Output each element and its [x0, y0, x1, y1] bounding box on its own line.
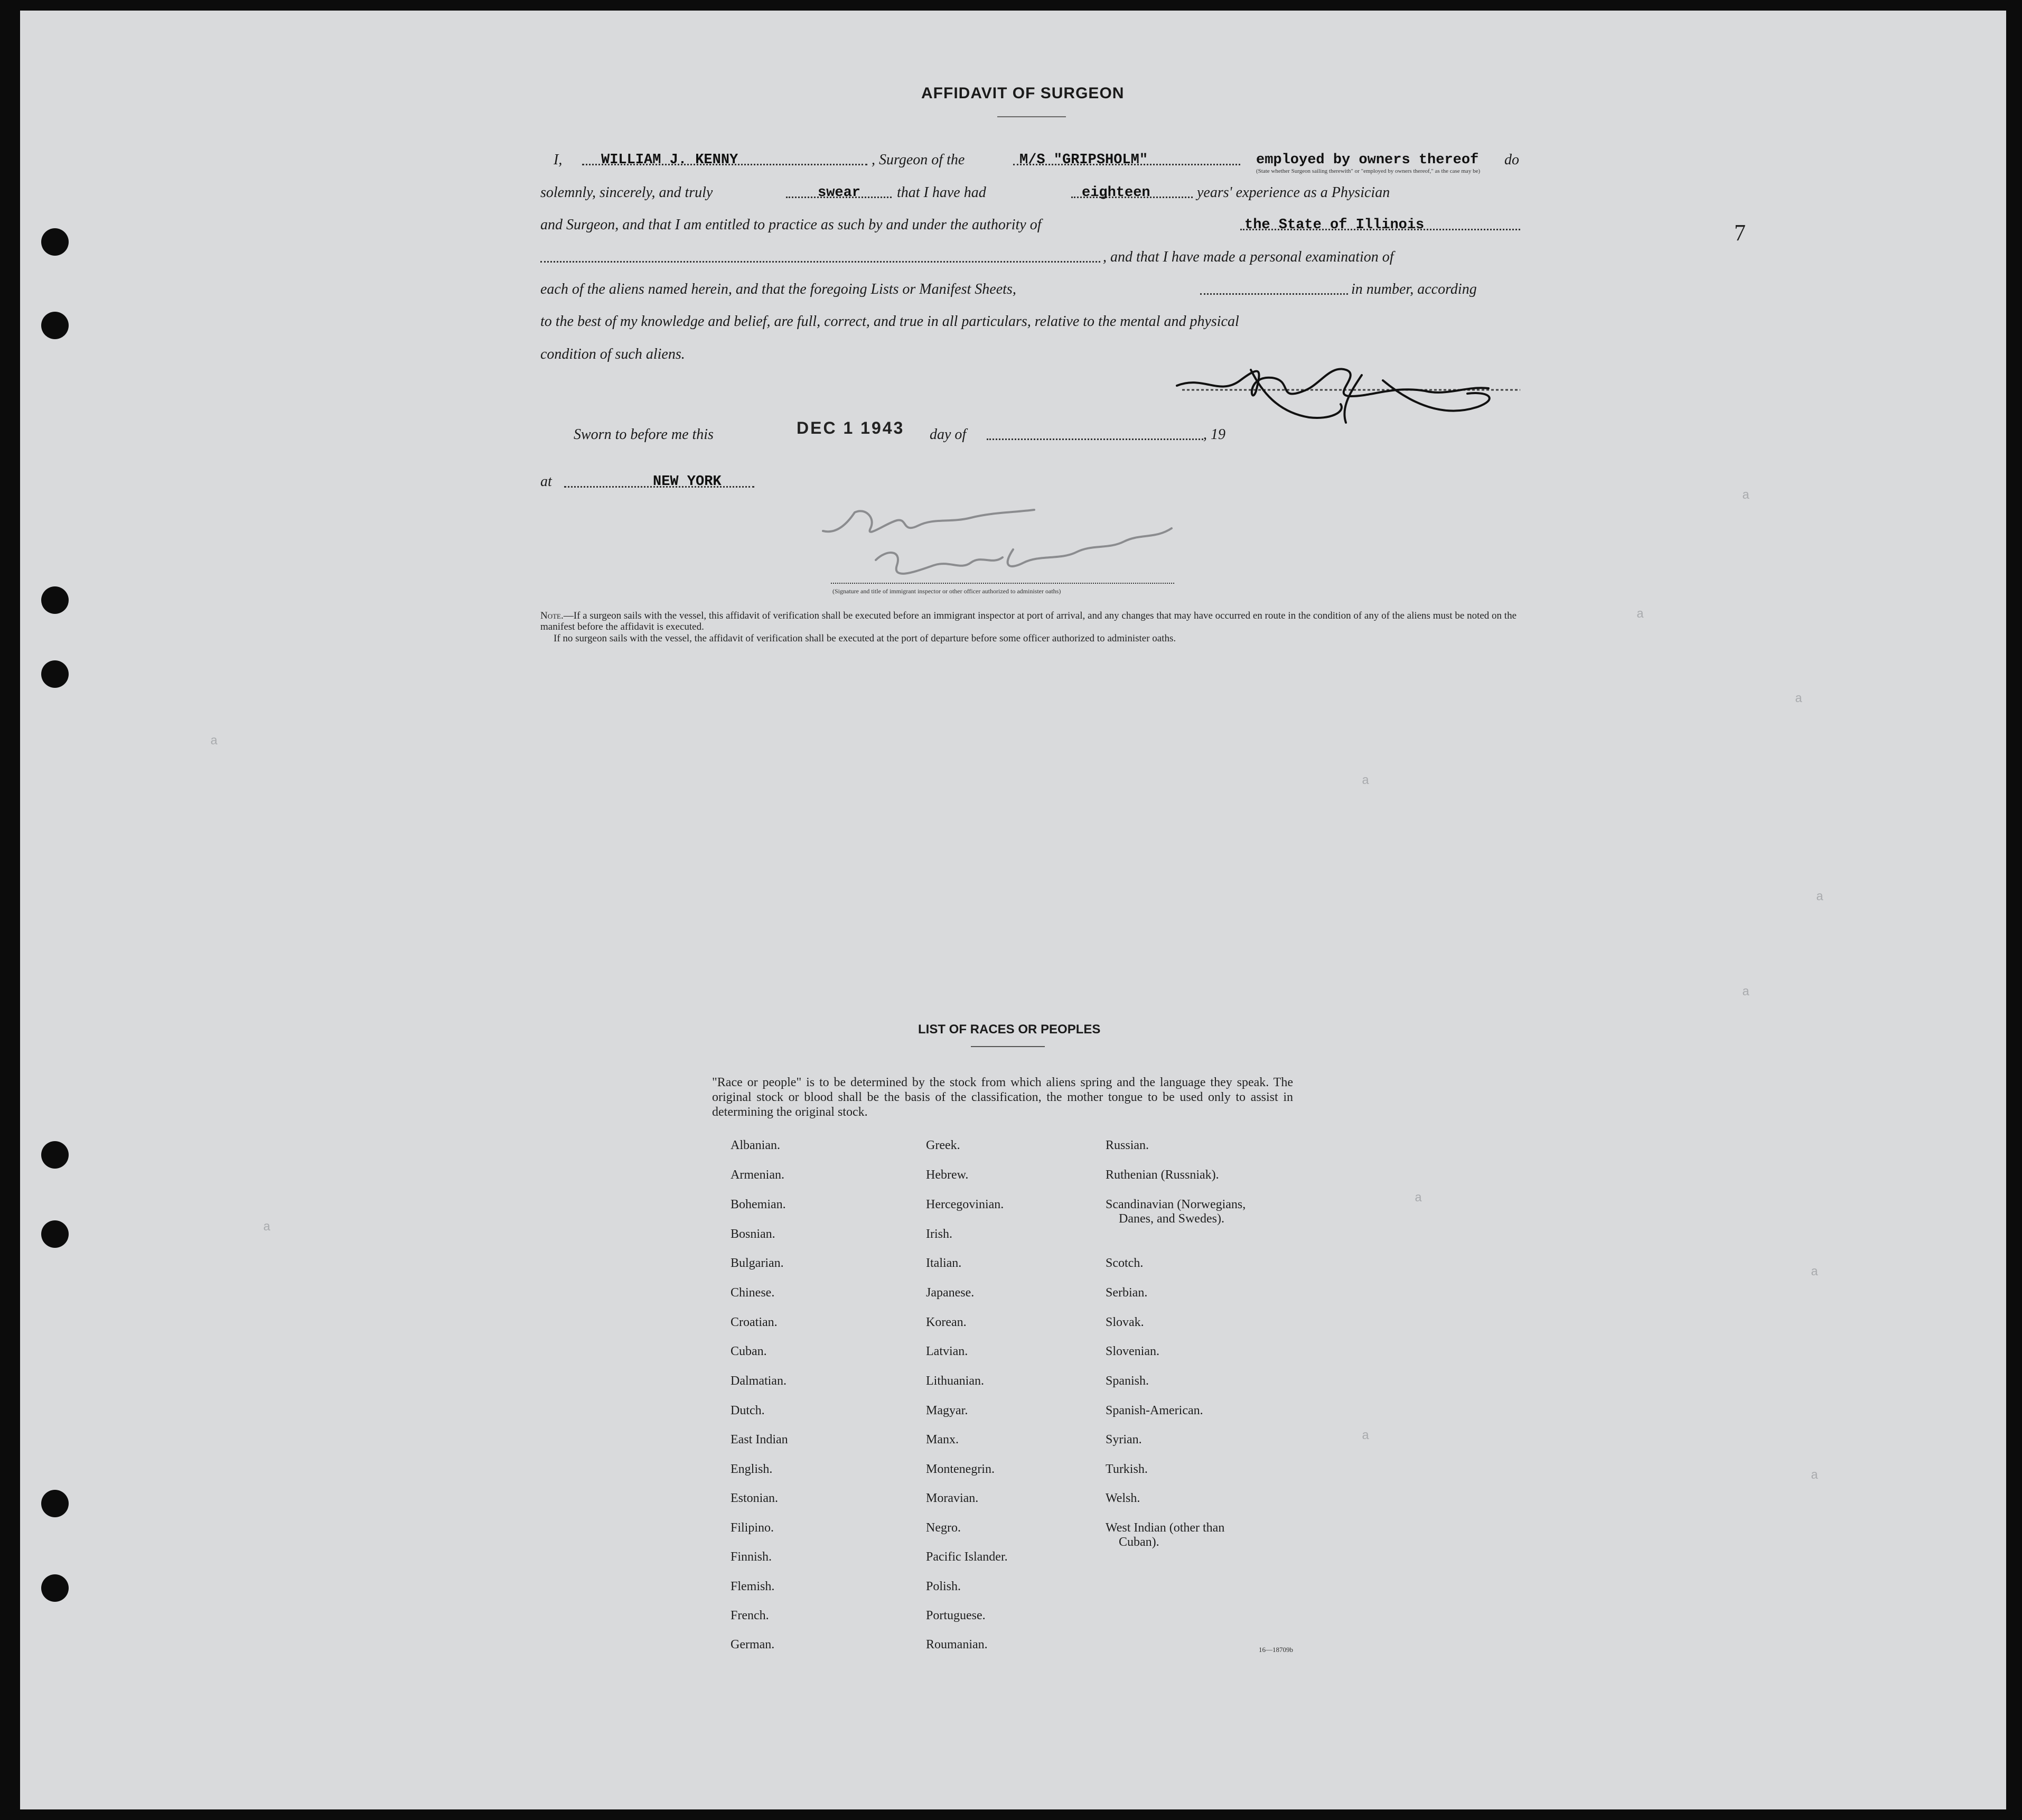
races-heading-rule	[971, 1046, 1045, 1047]
race-item: Finnish.	[731, 1550, 772, 1564]
race-item: Polish.	[926, 1580, 961, 1593]
page-number: 7	[1734, 220, 1746, 246]
race-item: Welsh.	[1106, 1491, 1140, 1505]
note-line-1: —If a surgeon sails with the vessel, this affidavit of verification shall be executed before an immigrant inspector at port of arrival, and any changes that may have occurred en route in the condition of any of the aliens must be noted on the manifest before the affidavit is executed.	[540, 610, 1517, 632]
race-item: Estonian.	[731, 1491, 778, 1505]
employer-value: employed by owners thereof	[1256, 152, 1479, 168]
line3-prefix: and Surgeon, and that I am entitled to practice as such by and under the authority of	[540, 217, 1042, 233]
line1-mid: , Surgeon of the	[872, 152, 965, 168]
race-item: German.	[731, 1638, 775, 1651]
punch-hole	[41, 228, 69, 256]
sworn-year-prefix: , 19	[1203, 426, 1225, 443]
race-item: Slovak.	[1106, 1315, 1144, 1329]
race-item: Moravian.	[926, 1491, 979, 1505]
punch-hole	[41, 1220, 69, 1248]
document-sheet: a a a a a a a a a a a a AFFIDAVIT OF SURGEON I, WILLIAM J. KENNY , Surgeon of the M/S "GRIPSHOLM" employed by owners thereof (State whether Surgeon sailing therewith" or "employed by owners thereof," as the case may be) do solemnly, sincerely, and truly swear that I have had eighteen years' experience as a Physician and Surgeon, and that I am entitled to practice as such by and under the authority of the State of Illinois , and that I have made a personal examination of each of the aliens named herein, and that the foregoing Lists or Manifest Sheets, in number, according to the best of my knowledge and belief, are full, correct, and true in all particulars, relative to the mental and physical condition of such aliens. Sworn to before me this DEC 1 1943 day of , 19 at NEW YORK (Signature and title of immigrant inspector or other officer authorized to administer oaths) Note.—If a surgeon sails with the vessel, this affidavit of verification shall be executed before an immigrant inspector at port of arrival, and any changes that may have occurred en route in the condition of any of the aliens must be noted on the manifest before the affidavit is executed. If no surgeon sails with the vessel, the affidavit of verification shall be executed at the port of departure before some officer authorized to administer oaths. LIST OF RACES OR PEOPLES "Race or people" is to be determined by the stock from which aliens spring and the language they speak. The original stock or blood shall be the basis of the classification, the mother tongue to be used only to assist in determining the original stock. Albanian. Armenian. Bohemian. Bosnian. Bulgarian. Chinese. Croatian. Cuban. Dalmatian. Dutch. East Indian English. Estonian. Filipino. Finnish. Flemish. French. German. Greek. Hebrew. Hercegovinian. Irish. Italian. Japanese. Korean. Latvian. Lithuanian. Magyar. Manx. Montenegrin. Moravian. Negro. Pacific Islander. Polish. Portuguese. Roumanian. Russian. Ruthenian (Russniak). Scandinavian (Norwegians, Danes, and Swedes). Scotch. Serbian. Slovak. Slovenian. Spanish. Spanish-American. Syrian. Turkish. Welsh. West Indian (other than Cuban). 16—18709b 7	[20, 11, 2006, 1809]
line2-mid: that I have had	[897, 184, 986, 201]
surgeon-name-value: WILLIAM J. KENNY	[601, 152, 738, 168]
race-item: Cuban.	[731, 1345, 767, 1358]
race-item: Filipino.	[731, 1521, 774, 1535]
race-item: English.	[731, 1462, 773, 1476]
punch-hole	[41, 660, 69, 688]
inspector-signature-line	[831, 583, 1174, 584]
sworn-prefix: Sworn to before me this	[574, 426, 714, 443]
punch-hole	[41, 1490, 69, 1517]
line1-end: do	[1504, 152, 1519, 168]
line4-end: , and that I have made a personal examination of	[1103, 249, 1394, 265]
vessel-value: M/S "GRIPSHOLM"	[1019, 152, 1148, 168]
race-item: Korean.	[926, 1315, 967, 1329]
race-item: West Indian (other than	[1106, 1521, 1225, 1535]
race-item: Dutch.	[731, 1404, 765, 1417]
race-item: Slovenian.	[1106, 1345, 1159, 1358]
race-item: Serbian.	[1106, 1286, 1148, 1300]
years-value: eighteen	[1082, 185, 1150, 201]
punch-hole	[41, 312, 69, 339]
line7-text: condition of such aliens.	[540, 346, 685, 362]
races-intro: "Race or people" is to be determined by the stock from which aliens spring and the language they speak. The original stock or blood shall be the basis of the classification, the mother tongue to be used only to assist in determining the original stock.	[712, 1076, 1293, 1119]
employer-hint: (State whether Surgeon sailing therewith" or "employed by owners thereof," as the case may be)	[1256, 168, 1481, 174]
race-item: Hercegovinian.	[926, 1198, 1004, 1211]
line2-end: years' experience as a Physician	[1197, 184, 1390, 201]
race-item: Roumanian.	[926, 1638, 988, 1651]
sworn-mid: day of	[930, 426, 967, 443]
race-item: Bosnian.	[731, 1227, 775, 1241]
note-paragraph-1	[540, 610, 1523, 632]
race-item: East Indian	[731, 1433, 788, 1446]
race-item: Russian.	[1106, 1138, 1149, 1152]
race-item: Armenian.	[731, 1168, 784, 1182]
race-item: Croatian.	[731, 1315, 778, 1329]
punch-hole	[41, 586, 69, 614]
race-item: Chinese.	[731, 1286, 775, 1300]
race-item: Negro.	[926, 1521, 961, 1535]
line2-prefix: solemnly, sincerely, and truly	[540, 184, 713, 201]
sheet-count-field	[1200, 293, 1348, 295]
inspector-signature	[812, 491, 1193, 597]
punch-hole	[41, 1141, 69, 1169]
race-item: Turkish.	[1106, 1462, 1148, 1476]
race-item: Montenegrin.	[926, 1462, 995, 1476]
race-item: Spanish.	[1106, 1374, 1149, 1388]
race-item: Greek.	[926, 1138, 960, 1152]
race-item: Cuban).	[1119, 1535, 1159, 1549]
at-prefix: at	[540, 473, 552, 490]
race-item: Syrian.	[1106, 1433, 1142, 1446]
race-item: Scotch.	[1106, 1256, 1144, 1270]
race-item: Manx.	[926, 1433, 959, 1446]
race-item: Magyar.	[926, 1404, 968, 1417]
races-heading: LIST OF RACES OR PEOPLES	[918, 1022, 1101, 1037]
race-item: Bulgarian.	[731, 1256, 784, 1270]
surgeon-signature	[1172, 354, 1541, 444]
line6-text: to the best of my knowledge and belief, are full, correct, and true in all particulars, relative to the mental and physical	[540, 313, 1239, 330]
line4-blank-field	[540, 261, 1100, 263]
race-item: Portuguese.	[926, 1609, 986, 1622]
place-value: NEW YORK	[653, 474, 722, 490]
race-item: Hebrew.	[926, 1168, 969, 1182]
line1-prefix: I,	[554, 152, 563, 168]
sworn-month-field	[987, 438, 1203, 440]
race-item: Pacific Islander.	[926, 1550, 1008, 1564]
note-paragraph-2: If no surgeon sails with the vessel, the affidavit of verification shall be executed at the port of departure before some officer authorized to administer oaths.	[554, 633, 1176, 644]
authority-value: the State of Illinois	[1244, 217, 1425, 233]
line5-prefix: each of the aliens named herein, and that the foregoing Lists or Manifest Sheets,	[540, 281, 1016, 297]
race-item: French.	[731, 1609, 769, 1622]
punch-hole	[41, 1574, 69, 1602]
race-item: Danes, and Swedes).	[1119, 1212, 1224, 1226]
race-item: Lithuanian.	[926, 1374, 984, 1388]
race-item: Flemish.	[731, 1580, 775, 1593]
race-item: Albanian.	[731, 1138, 780, 1152]
note-label: Note.	[540, 610, 564, 621]
race-item: Italian.	[926, 1256, 962, 1270]
race-item: Irish.	[926, 1227, 952, 1241]
line5-end: in number, according	[1351, 281, 1477, 297]
race-item: Dalmatian.	[731, 1374, 787, 1388]
race-item: Scandinavian (Norwegians,	[1106, 1198, 1246, 1211]
form-title: AFFIDAVIT OF SURGEON	[921, 85, 1125, 102]
race-item: Bohemian.	[731, 1198, 786, 1211]
form-number: 16—18709b	[1259, 1646, 1293, 1654]
race-item: Spanish-American.	[1106, 1404, 1203, 1417]
race-item: Ruthenian (Russniak).	[1106, 1168, 1219, 1182]
oath-value: swear	[818, 185, 861, 201]
race-item: Japanese.	[926, 1286, 975, 1300]
race-item: Latvian.	[926, 1345, 968, 1358]
date-stamp: DEC 1 1943	[797, 418, 905, 437]
signature-caption: (Signature and title of immigrant inspector or other officer authorized to administer oaths)	[832, 587, 1061, 595]
title-rule	[997, 116, 1066, 117]
